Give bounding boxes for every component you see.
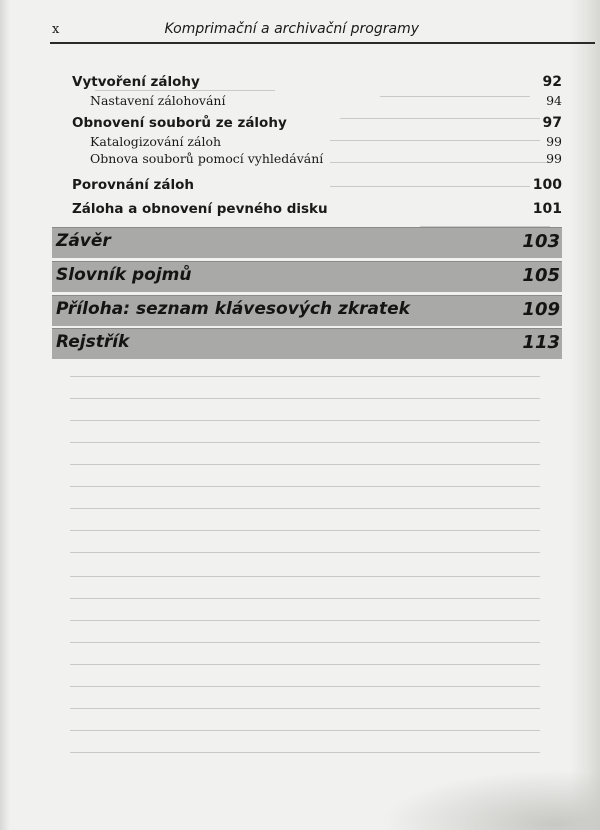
- toc-entry-page: 101: [532, 201, 562, 217]
- scan-shadow: [380, 770, 600, 830]
- toc-entry-label: Vytvoření zálohy: [72, 74, 200, 90]
- toc-chapter-band: [52, 228, 562, 258]
- toc-chapter-page: 113: [522, 332, 560, 353]
- toc-chapter-band: [52, 296, 562, 326]
- toc-subentry-label: Obnova souborů pomocí vyhledávání: [90, 151, 324, 166]
- toc-subentry-page: 94: [546, 93, 562, 108]
- toc-chapter-label: Rejstřík: [56, 332, 130, 352]
- toc-subentry-page: 99: [546, 134, 562, 149]
- toc-subentry-label: Katalogizování záloh: [90, 134, 222, 149]
- toc-chapter-label: Slovník pojmů: [56, 265, 192, 285]
- toc-entry-label: Obnovení souborů ze zálohy: [72, 115, 287, 131]
- running-title: Komprimační a archivační programy: [164, 21, 419, 37]
- toc-subentry-label: Nastavení zálohování: [90, 93, 226, 108]
- toc-entry-label: Záloha a obnovení pevného disku: [72, 201, 328, 217]
- page-number-mark: x: [52, 22, 60, 37]
- toc-chapter-label: Závěr: [56, 231, 111, 251]
- toc-entry-page: 97: [542, 115, 562, 131]
- toc-entry-label: Porovnání záloh: [72, 177, 195, 193]
- toc-chapter-band: [52, 262, 562, 292]
- header-rule: [50, 42, 595, 44]
- toc-entry-page: 100: [532, 177, 562, 193]
- toc-chapter-band: [52, 329, 562, 359]
- page-edge-left: [0, 0, 10, 830]
- running-header: [50, 18, 595, 42]
- page-edge-right: [570, 0, 600, 830]
- toc-chapter-page: 109: [522, 299, 560, 320]
- toc-chapter-page: 103: [522, 231, 560, 252]
- toc-entry-page: 92: [542, 74, 562, 90]
- toc-chapter-page: 105: [522, 265, 560, 286]
- toc-subentry-page: 99: [546, 151, 562, 166]
- toc-chapter-label: Příloha: seznam klávesových zkratek: [56, 299, 410, 319]
